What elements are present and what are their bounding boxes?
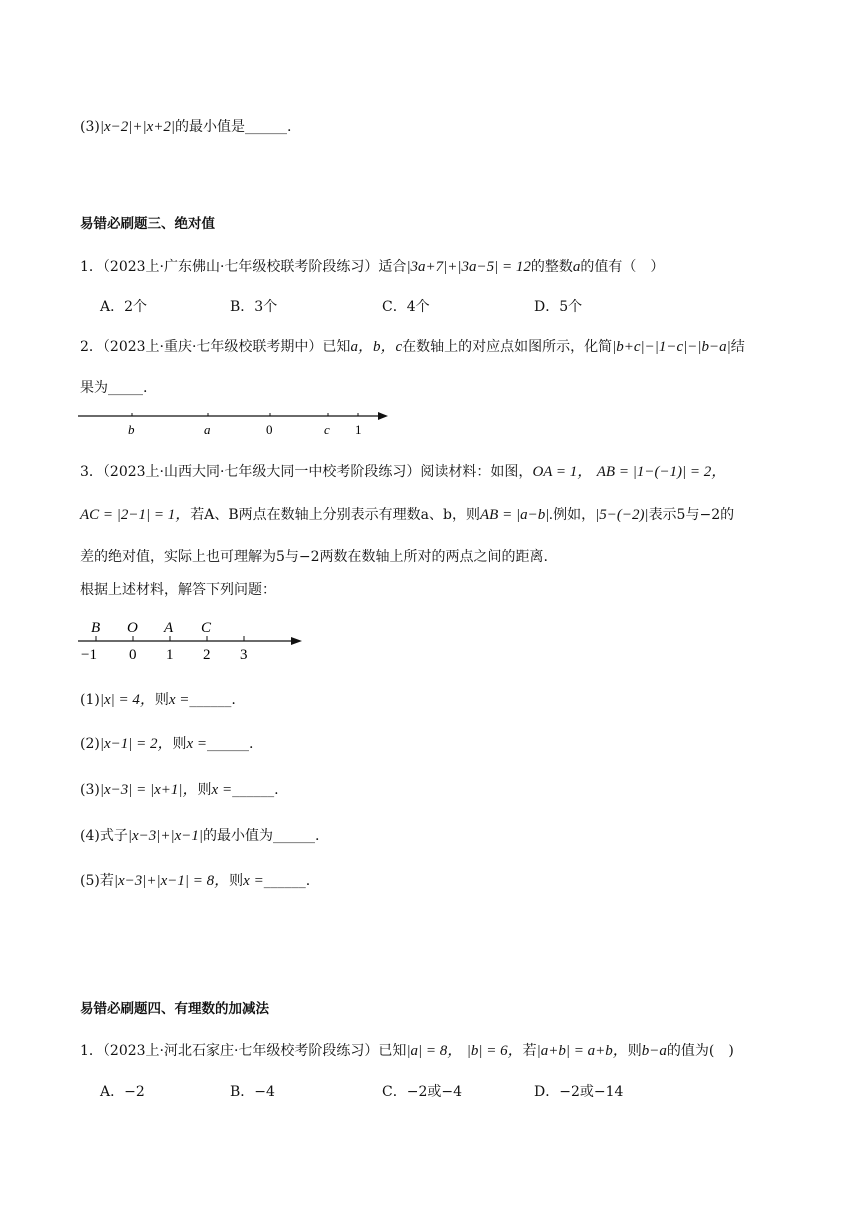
math-expression: b−a <box>641 1043 667 1059</box>
item-number: (3) <box>80 119 100 135</box>
sub-number: (4)式子 <box>80 828 128 844</box>
question-3-line3: 差的绝对值，实际上也可理解为5与−2两数在数轴上所对的两点之间的距离. <box>80 549 548 565</box>
question-text: 则 <box>627 1043 642 1059</box>
question-2-line2: 果为_____. <box>80 380 148 396</box>
math-variable: x = <box>168 692 190 708</box>
sub-number: (3) <box>80 782 100 798</box>
sub-question-5 <box>80 871 310 891</box>
math-expression: |a| = 8， <box>406 1043 463 1059</box>
math-expression: |x−3| = |x+1|， <box>99 782 198 798</box>
question-stem: 2．（2023上·重庆·七年级校联考期中）已知 <box>80 339 351 355</box>
answer-blank: ______. <box>232 782 279 798</box>
option-a: A．−2 <box>100 1084 145 1100</box>
question-stem: 3．（2023上·山西大同·七年级大同一中校考阶段练习）阅读材料：如图， <box>80 464 533 480</box>
axis-letter-c: C <box>201 620 212 636</box>
question-text: 若 <box>522 1043 537 1059</box>
math-expression: |a+b| = a+b， <box>536 1043 628 1059</box>
math-expression: |x−1| = 2， <box>99 736 173 752</box>
axis-letter-a: A <box>164 620 174 636</box>
math-variable: x = <box>243 873 264 889</box>
math-expression: AC = |2−1| = 1， <box>80 507 191 523</box>
question-text: 则 <box>197 782 212 798</box>
question-text: 结 <box>730 339 745 355</box>
axis-label-b: b <box>128 422 135 437</box>
axis-label-c: c <box>324 422 330 437</box>
question-1 <box>80 257 664 277</box>
option-d: D．−2或−14 <box>534 1084 624 1100</box>
option-a: A．2个 <box>100 299 148 315</box>
math-expression: |x−3|+|x−1| <box>127 828 204 844</box>
axis-number-1: 1 <box>166 647 174 662</box>
math-expression: OA = 1， <box>532 464 593 480</box>
answer-blank: ______. <box>207 736 254 752</box>
option-c: C．−2或−4 <box>382 1084 462 1100</box>
axis-number-2: 2 <box>203 647 211 662</box>
math-expression: |x−3|+|x−1| = 8， <box>113 873 230 889</box>
question-text: 在数轴上的对应点如图所示，化简 <box>402 339 613 355</box>
sub-question-2 <box>80 734 253 754</box>
question-stem: 1．（2023上·广东佛山·七年级校联考阶段练习）适合 <box>80 259 407 275</box>
question-text: 表示5与−2的 <box>648 507 735 523</box>
math-expression: |3a+7|+|3a−5| = 12 <box>406 259 531 275</box>
axis-number-neg1: −1 <box>81 647 97 662</box>
option-b: B．−4 <box>230 1084 275 1100</box>
axis-label-a: a <box>204 422 211 437</box>
question-2 <box>80 337 745 357</box>
section-heading-4: 易错必刷题四、有理数的加减法 <box>80 1001 269 1017</box>
math-expression: |5−(−2)| <box>595 507 649 523</box>
axis-label-zero: 0 <box>266 422 273 437</box>
question-text: 则 <box>229 873 244 889</box>
number-line-q2 <box>78 404 398 438</box>
answer-blank: ______. <box>263 873 311 889</box>
question-stem: 1．（2023上·河北石家庄·七年级校考阶段练习）已知 <box>80 1043 407 1059</box>
option-d: D．5个 <box>534 299 583 315</box>
sub-number: (2) <box>80 736 100 752</box>
math-expression: AB = |1−(−1)| = 2， <box>596 464 727 480</box>
axis-letter-o: O <box>127 620 138 636</box>
math-variable: x = <box>211 782 233 798</box>
math-expression: AB = |a−b|. <box>480 507 554 523</box>
sub-number: (5)若 <box>80 873 114 889</box>
question-text: 则 <box>154 692 169 708</box>
question-text: 的最小值为 <box>203 828 274 844</box>
question-3-line2 <box>80 505 734 525</box>
math-expression: |x| = 4， <box>99 692 155 708</box>
axis-letter-b: B <box>91 620 101 636</box>
math-expression: |b+c|−|1−c|−|b−a| <box>612 339 731 355</box>
question-text: 若A、B两点在数轴上分别表示有理数a、b，则 <box>190 507 480 523</box>
sub-number: (1) <box>80 692 100 708</box>
section-heading-3: 易错必刷题三、绝对值 <box>80 216 215 232</box>
option-b: B．3个 <box>230 299 278 315</box>
math-variables: a，b，c <box>350 339 403 355</box>
axis-number-3: 3 <box>240 647 248 662</box>
item3-line <box>80 117 291 137</box>
answer-blank: ______. <box>273 828 320 844</box>
option-c: C．4个 <box>382 299 430 315</box>
question-3 <box>80 462 726 482</box>
question-3-line4: 根据上述材料，解答下列问题： <box>80 582 276 598</box>
question-text: 的整数 <box>530 259 573 275</box>
question-text: 则 <box>172 736 187 752</box>
sub-question-3 <box>80 780 279 800</box>
question-text: 例如， <box>553 507 596 523</box>
math-expression: |x−2|+|x+2| <box>99 119 176 135</box>
sub-question-4 <box>80 826 319 846</box>
question-text: 的值有（ ） <box>580 259 665 275</box>
axis-label-one: 1 <box>355 422 362 437</box>
math-variable: x = <box>186 736 208 752</box>
answer-blank: ______. <box>189 692 236 708</box>
question-text: 的最小值是______. <box>175 119 292 135</box>
math-variable: a <box>572 259 581 275</box>
sub-question-1 <box>80 690 236 710</box>
number-line-q3 <box>78 614 318 662</box>
axis-number-0: 0 <box>129 647 137 662</box>
math-expression: |b| = 6， <box>466 1043 523 1059</box>
question-text: 的值为( ) <box>666 1043 734 1059</box>
section4-question-1 <box>80 1041 734 1061</box>
